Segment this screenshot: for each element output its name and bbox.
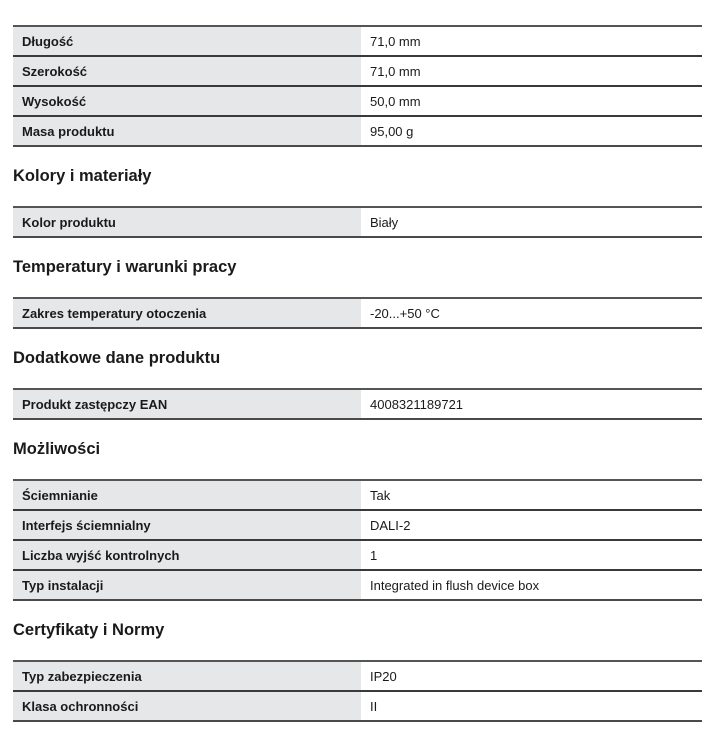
spec-label: Wysokość <box>13 86 361 116</box>
table-row <box>13 116 702 146</box>
section-heading-additional: Dodatkowe dane produktu <box>13 349 221 367</box>
spec-table-temperature <box>13 297 702 329</box>
spec-value: II <box>370 698 378 714</box>
spec-label: Interfejs ściemnialny <box>13 510 361 540</box>
table-row <box>13 389 702 419</box>
spec-label: Produkt zastępczy EAN <box>13 389 361 419</box>
table-row <box>13 480 702 510</box>
spec-label: Masa produktu <box>13 116 361 146</box>
section-heading-certificates: Certyfikaty i Normy <box>13 621 165 639</box>
spec-label: Kolor produktu <box>13 207 361 237</box>
spec-label: Długość <box>13 26 361 56</box>
spec-value: IP20 <box>370 668 397 684</box>
table-row <box>13 298 702 328</box>
spec-value: -20...+50 °C <box>370 305 440 321</box>
spec-label: Liczba wyjść kontrolnych <box>13 540 361 570</box>
spec-table-additional <box>13 388 702 420</box>
table-row <box>13 570 702 600</box>
spec-value: 95,00 g <box>370 123 414 139</box>
table-row <box>13 540 702 570</box>
spec-label: Szerokość <box>13 56 361 86</box>
section-heading-colors: Kolory i materiały <box>13 167 152 185</box>
spec-table-capabilities <box>13 479 702 601</box>
table-row <box>13 26 702 56</box>
spec-table-certificates <box>13 660 702 722</box>
spec-value: 71,0 mm <box>370 63 421 79</box>
table-row <box>13 661 702 691</box>
spec-value: 50,0 mm <box>370 93 421 109</box>
section-heading-temperature: Temperatury i warunki pracy <box>13 258 237 276</box>
spec-value: 1 <box>370 547 378 563</box>
spec-value: Biały <box>370 214 399 230</box>
spec-value: Integrated in flush device box <box>370 577 540 593</box>
section-heading-capabilities: Możliwości <box>13 440 101 458</box>
table-row <box>13 86 702 116</box>
table-row <box>13 691 702 721</box>
spec-table-colors <box>13 206 702 238</box>
spec-label: Klasa ochronności <box>13 691 361 721</box>
spec-table-dimensions <box>13 25 702 147</box>
spec-value: 4008321189721 <box>370 396 464 412</box>
spec-label: Ściemnianie <box>13 480 361 510</box>
table-row <box>13 207 702 237</box>
spec-value: DALI-2 <box>370 517 411 533</box>
spec-label: Typ instalacji <box>13 570 361 600</box>
table-row <box>13 56 702 86</box>
spec-label: Zakres temperatury otoczenia <box>13 298 361 328</box>
spec-value: 71,0 mm <box>370 33 421 49</box>
spec-sheet <box>13 25 702 722</box>
table-row <box>13 510 702 540</box>
spec-label: Typ zabezpieczenia <box>13 661 361 691</box>
spec-value: Tak <box>370 487 391 503</box>
